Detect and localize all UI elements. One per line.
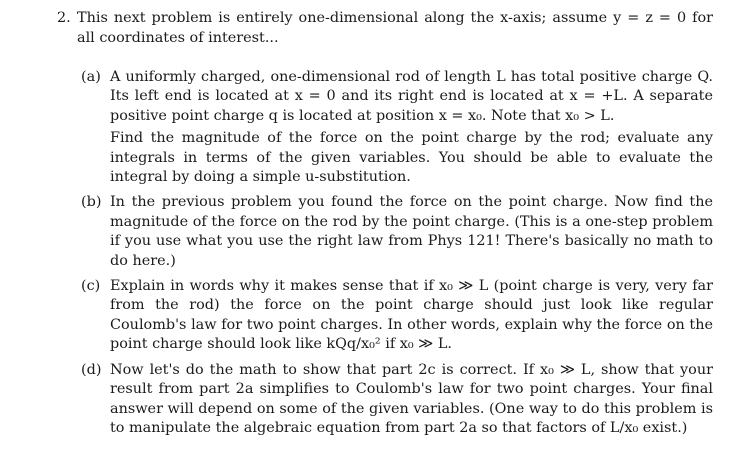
problem-intro [57, 9, 713, 48]
part-c [57, 277, 713, 355]
part-b [57, 193, 713, 271]
part-c-text: Explain in words why it makes sense that if x₀ ≫ L (point charge is very, very far from the rod) the force on the point charge should just look like regular Coulomb's law for two point charges. In other words, explain why the force on the point charge should look like kQq/x₀² if x₀ ≫ L. [110, 278, 713, 353]
part-a-label: (a) [81, 69, 101, 85]
part-d-text: Now let's do the math to show that part 2c is correct. If x₀ ≫ L, show that your result from part 2a simplifies to Coulomb's law for two point charges. Your final answer will depend on some of the given variables. (One way to do this problem is to manipulate the algebraic equation from part 2a so that factors of L/x₀ exist.) [110, 361, 713, 436]
problem-intro-text: This next problem is entirely one-dimensional along the x-axis; assume y = z = 0 for all coordinates of interest... [77, 10, 713, 46]
problem-parts [57, 68, 713, 438]
part-b-text: In the previous problem you found the force on the point charge. Now find the magnitude of the force on the rod by the point charge. (This is a one-step problem if you use what you use the right law from Phys 121! There's basically no math to do here.) [110, 194, 713, 269]
part-a [57, 68, 713, 187]
problem-2 [57, 9, 713, 444]
part-c-label: (c) [81, 278, 101, 295]
part-a-text-2: Find the magnitude of the force on the point charge by the rod; evaluate any integrals in terms of the given variables. You should be able to evaluate the integral by doing a simple u-substitution. [110, 130, 713, 186]
part-d-label: (d) [81, 361, 102, 378]
problem-number: 2. [57, 10, 71, 26]
part-d [57, 361, 713, 439]
part-a-text: A uniformly charged, one-dimensional rod of length L has total positive charge Q. Its left end is located at x = 0 and its right end is located at x = +L. A separate positive point charge q is located at position x = x₀. Note that x₀ > L. [110, 69, 713, 124]
part-b-label: (b) [81, 194, 102, 211]
